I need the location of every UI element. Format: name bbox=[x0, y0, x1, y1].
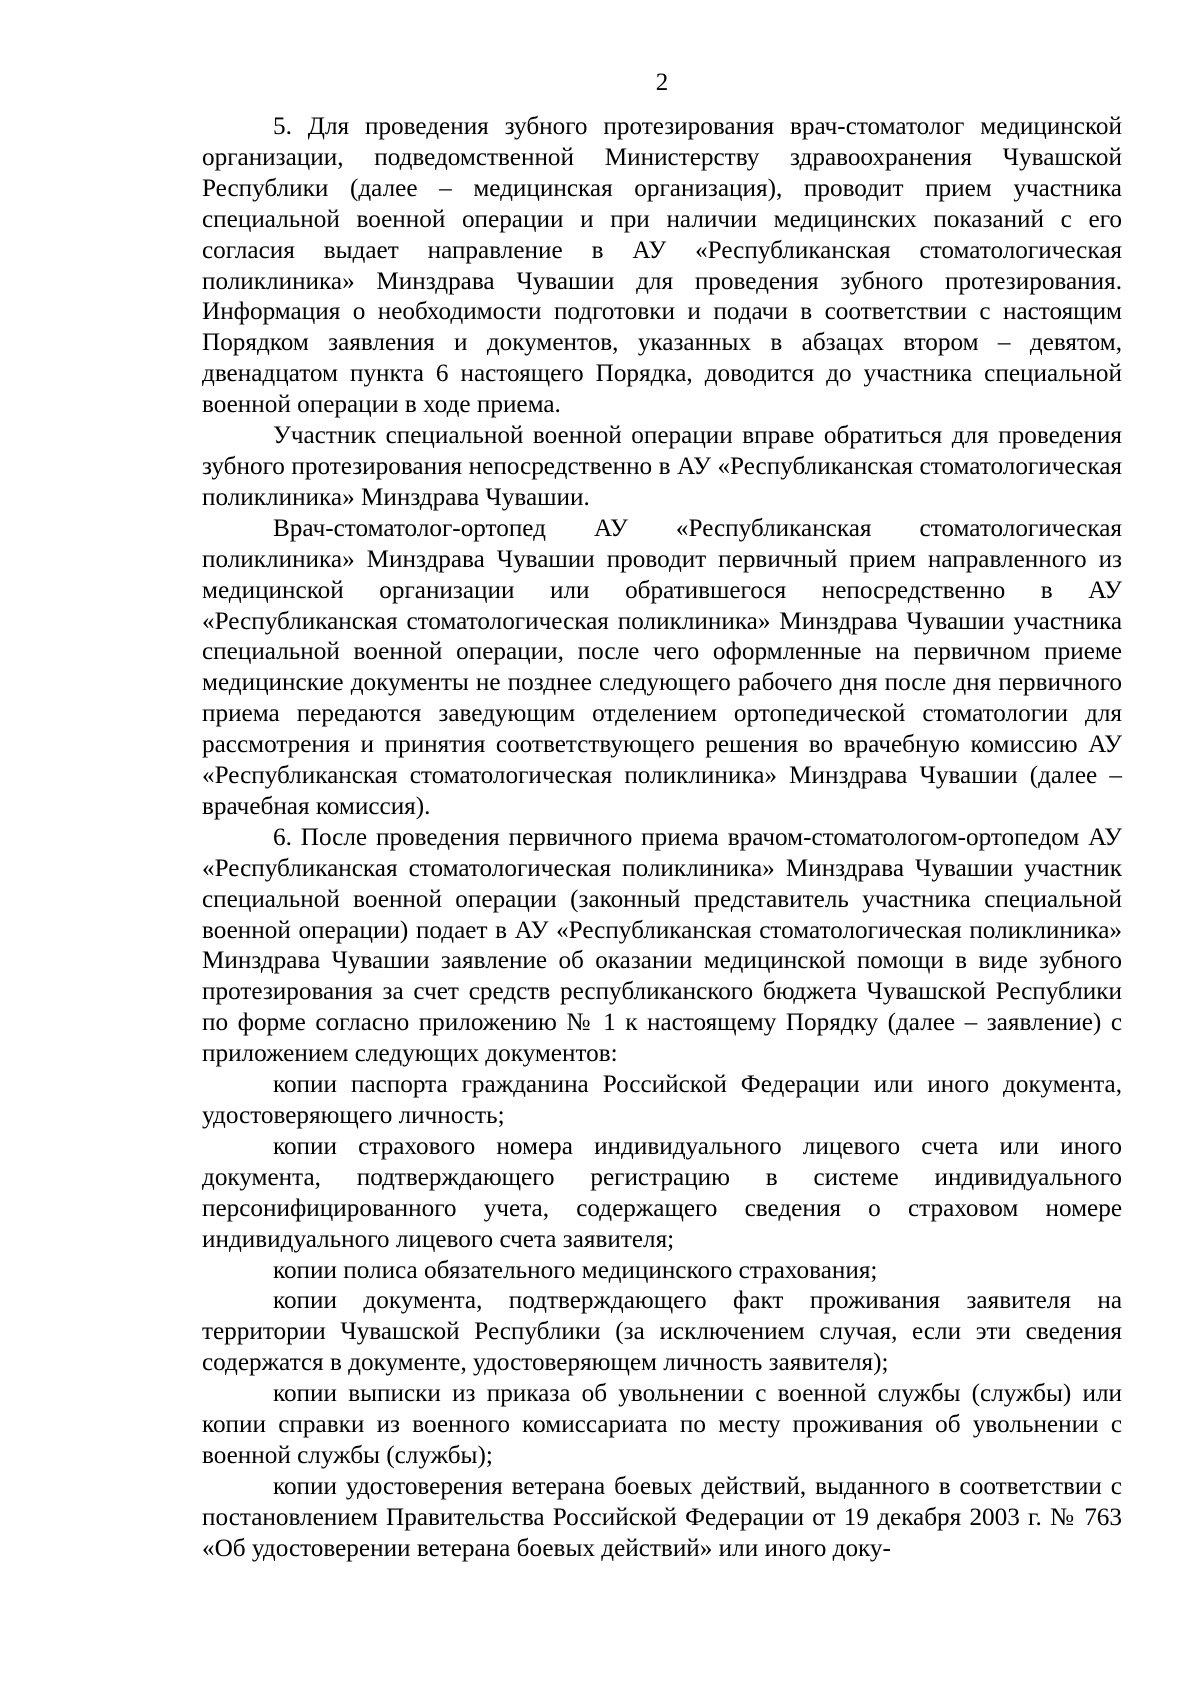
paragraph-5-referral: 5. Для проведения зубного протезирования врач-стоматолог медицинской организации, подведомственной Министерству здравоохранения Чувашской Республики (далее – медицинская организация), проводит прием участника специальной военной операции и при наличии медицинских показаний с его согласия выдает направление в АУ «Республиканская стоматологическая поликлиника» Минздрава Чувашии для проведения зубного протезирования. Информация о необходимости подготовки и подачи в соответствии с настоящим Порядком заявления и документов, указанных в абзацах втором – девятом, двенадцатом пункта 6 настоящего Порядка, доводится до участника специальной военной операции в ходе приема. bbox=[202, 113, 1122, 419]
list-item-dismissal-order-copy: копии выписки из приказа об увольнении с военной службы (службы) или копии справки из военного комиссариата по месту проживания об увольнении с военной службы (службы); bbox=[202, 1380, 1122, 1469]
list-item-snils-copy: копии страхового номера индивидуального лицевого счета или иного документа, подтверждающего регистрацию в системе индивидуального персонифицированного учета, содержащего сведения о страховом номере индивидуального лицевого счета заявителя; bbox=[202, 1132, 1122, 1253]
page-number: 2 bbox=[655, 69, 669, 96]
list-item-oms-policy-copy: копии полиса обязательного медицинского страхования; bbox=[273, 1256, 878, 1284]
paragraph-primary-appointment: Врач-стоматолог-ортопед АУ «Республиканская стоматологическая поликлиника» Минздрава Чувашии проводит первичный прием направленного из медицинской организации или обратившегося непосредственно в АУ «Республиканская стоматологическая поликлиника» Минздрава Чувашии участника специальной военной операции, после чего оформленные на первичном приеме медицинские документы не позднее следующего рабочего дня после дня первичного приема передаются заведующим отделением ортопедической стоматологии для рассмотрения и принятия соответствующего решения во врачебную комиссию АУ «Республиканская стоматологическая поликлиника» Минздрава Чувашии (далее – врачебная комиссия). bbox=[202, 514, 1122, 820]
list-item-veteran-certificate-copy: копии удостоверения ветерана боевых действий, выданного в соответствии с постановлением Правительства Российской Федерации от 19 декабря 2003 г. № 763 «Об удостоверении ветерана боевых действий» или иного доку- bbox=[202, 1472, 1122, 1562]
paragraph-direct-appeal: Участник специальной военной операции вправе обратиться для проведения зубного протезирования непосредственно в АУ «Республиканская стоматологическая поликлиника» Минздрава Чувашии. bbox=[202, 422, 1122, 511]
list-item-passport-copy: копии паспорта гражданина Российской Федерации или иного документа, удостоверяющего личность; bbox=[202, 1071, 1122, 1129]
document-page bbox=[202, 68, 1122, 1565]
list-item-residence-proof-copy: копии документа, подтверждающего факт проживания заявителя на территории Чувашской Республики (за исключением случая, если эти сведения содержатся в документе, удостоверяющем личность заявителя); bbox=[202, 1287, 1122, 1377]
paragraph-6-application: 6. После проведения первичного приема врачом-стоматологом-ортопедом АУ «Республиканская стоматологическая поликлиника» Минздрава Чувашии участник специальной военной операции (законный представитель участника специальной военной операции) подает в АУ «Республиканская стоматологическая поликлиника» Минздрава Чувашии заявление об оказании медицинской помощи в виде зубного протезирования за счет средств республиканского бюджета Чувашской Республики по форме согласно приложению № 1 к настоящему Порядку (далее – заявление) с приложением следующих документов: bbox=[202, 823, 1122, 1068]
